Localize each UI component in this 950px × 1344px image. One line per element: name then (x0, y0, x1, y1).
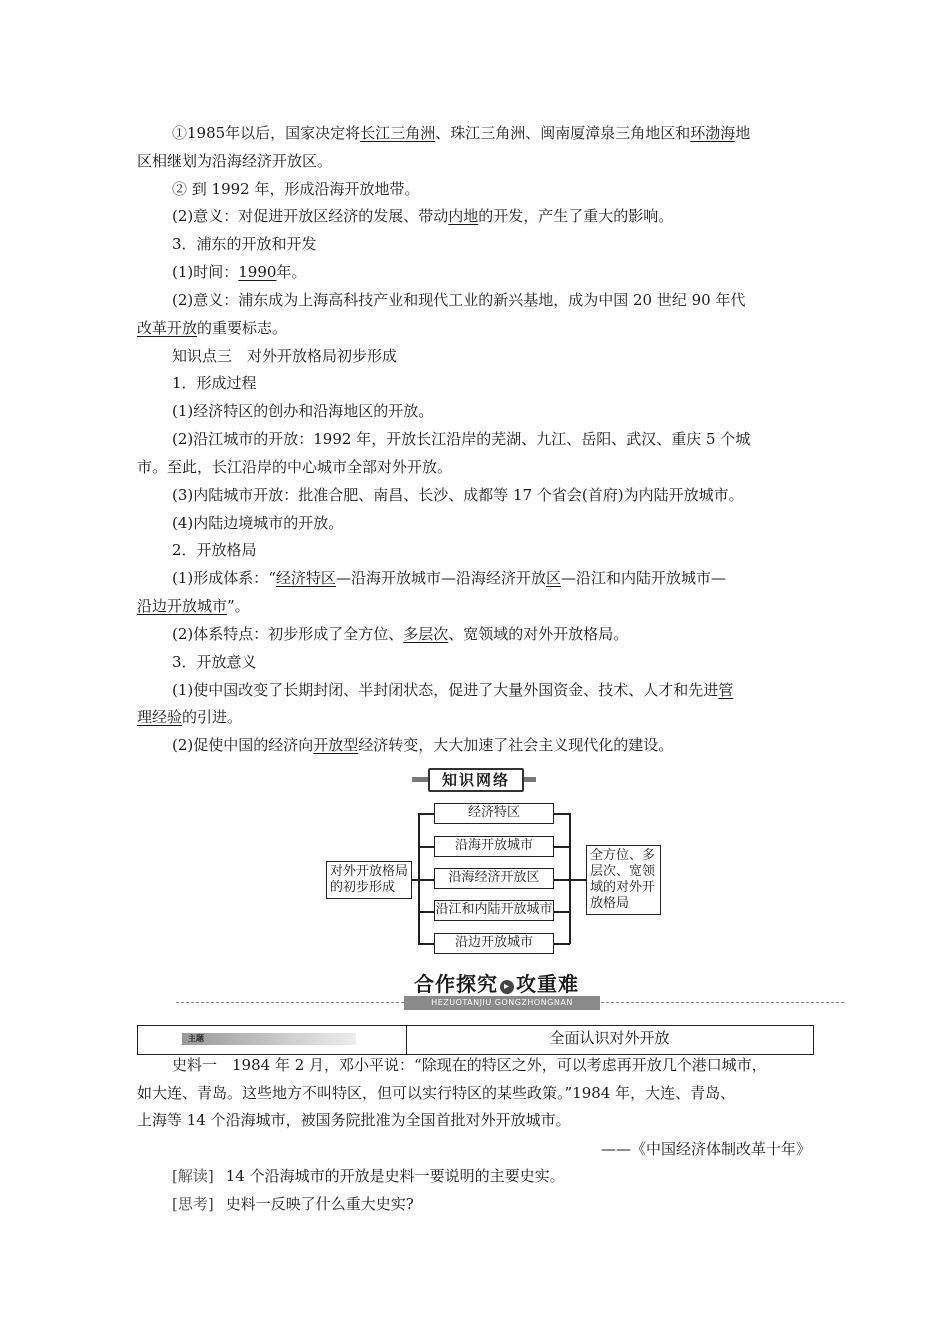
pattern-system-line2: 沿边开放城市”。 (137, 597, 250, 615)
underlined-answer: 多层次 (403, 625, 449, 643)
heading-formation-process: 1．形成过程 (172, 374, 257, 392)
connector (418, 943, 434, 945)
material-1-line2: 如大连、青岛。这些地方不叫特区，但可以实行特区的某些政策。”1984 年，大连、青岛、 (137, 1084, 736, 1102)
underlined-answer: 长江三角洲 (360, 124, 436, 142)
diagram-item-border-cities: 沿边开放城市 (434, 933, 554, 954)
underlined-answer: 沿边开放城市 (137, 597, 228, 615)
paragraph-1985-line2: 区相继划为沿海经济开放区。 (137, 152, 333, 170)
interpretation-line: [解读] 14 个沿海城市的开放是史料一要说明的主要史实。 (172, 1167, 565, 1185)
process-item-2-line1: (2)沿江城市的开放：1992 年，开放长江沿岸的芜湖、九江、岳阳、武汉、重庆 5 个城 (172, 430, 751, 448)
topic-title: 全面认识对外开放 (549, 1029, 670, 1047)
diagram-item-special-economic-zone: 经济特区 (434, 803, 554, 824)
paragraph-1985-line1: ①1985年以后，国家决定将长江三角洲、珠江三角洲、闽南厦漳泉三角地区和环渤海地 (172, 124, 751, 142)
underlined-answer: 内地 (448, 207, 479, 225)
diagram-item-coastal-open-cities: 沿海开放城市 (434, 836, 554, 857)
connector (418, 911, 434, 913)
chevron-right-icon: ▸ (500, 980, 514, 994)
connector (418, 846, 434, 848)
topic-tag: 主题 (182, 1033, 356, 1045)
paragraph-pudong-meaning-line1: (2)意义：浦东成为上海高科技产业和现代工业的新兴基地，成为中国 20 世纪 90 年代 (172, 291, 746, 309)
diagram-root-line1: 对外开放格局 (329, 864, 408, 879)
knowledge-point-3-heading: 知识点三 对外开放格局初步形成 (172, 347, 398, 365)
underlined-answer: 改革开放 (137, 319, 198, 337)
underlined-answer: 区 (545, 569, 561, 587)
topic-label-cell (138, 1026, 407, 1054)
diagram-result-line: 层次、宽领 (590, 864, 656, 879)
diagram-root-box (326, 861, 412, 899)
connector (554, 943, 570, 945)
diagram-item-coastal-economic-zone: 沿海经济开放区 (434, 868, 554, 889)
diagram-root-line2: 的初步形成 (330, 880, 396, 895)
diagram-result-line: 域的对外开 (590, 880, 656, 895)
connector (569, 879, 586, 881)
thinking-line: [思考] 史料一反映了什么重大史实? (172, 1195, 414, 1213)
material-1-line1: 史料一 1984 年 2 月，邓小平说：“除现在的特区之外，可以考虑再开放几个港口城市， (172, 1056, 767, 1074)
paragraph-significance: (2)意义：对促进开放区经济的发展、带动内地的开发，产生了重大的影响。 (172, 207, 674, 225)
paragraph-pudong-time: (1)时间：1990年。 (172, 263, 307, 281)
process-item-4: (4)内陆边境城市的开放。 (172, 514, 344, 532)
meaning-item-1-line2: 理经验的引进。 (137, 708, 243, 726)
process-item-1: (1)经济特区的创办和沿海地区的开放。 (172, 402, 434, 420)
cooperation-title: 合作探究 ▸ 攻重难 (414, 972, 579, 996)
pattern-system-line1: (1)形成体系：“经济特区—沿海开放城市—沿海经济开放区—沿江和内陆开放城市— (172, 569, 726, 587)
meaning-item-2: (2)促使中国的经济向开放型经济转变，大大加速了社会主义现代化的建设。 (172, 736, 674, 754)
diagram-result-line: 放格局 (590, 896, 630, 911)
underlined-answer: 管 (718, 681, 734, 699)
topic-table (137, 1025, 814, 1055)
interpretation-label: [解读] (172, 1167, 214, 1185)
diagram-item-river-inland-cities: 沿江和内陆开放城市 (434, 900, 554, 921)
connector (418, 879, 434, 881)
connector (554, 879, 570, 881)
process-item-3: (3)内陆城市开放：批准合肥、南昌、长沙、成都等 17 个省会(首府)为内陆开放城市。 (172, 486, 744, 504)
underlined-answer: 开放型 (313, 736, 359, 754)
connector (418, 813, 434, 815)
connector (554, 813, 570, 815)
paragraph-pudong-meaning-line2: 改革开放的重要标志。 (137, 319, 288, 337)
connector (554, 846, 570, 848)
pattern-characteristics: (2)体系特点：初步形成了全方位、多层次、宽领域的对外开放格局。 (172, 625, 629, 643)
knowledge-network-title: 知识网络 (428, 768, 524, 792)
diagram-result-line: 全方位、多 (590, 848, 656, 863)
knowledge-network-header (412, 768, 536, 790)
thinking-label: [思考] (172, 1195, 214, 1213)
heading-open-meaning: 3．开放意义 (172, 653, 257, 671)
underlined-answer: 经济特区 (275, 569, 336, 587)
underlined-answer: 1990 (238, 263, 277, 281)
diagram-result-box (586, 845, 661, 915)
cooperation-subtitle: HEZUOTANJIU GONGZHONGNAN (404, 996, 600, 1010)
heading-open-pattern: 2．开放格局 (172, 541, 257, 559)
paragraph-1992: ② 到 1992 年，形成沿海开放地带。 (172, 180, 420, 198)
underlined-answer: 环渤海 (690, 124, 736, 142)
process-item-2-line2: 市。至此，长江沿岸的中心城市全部对外开放。 (137, 458, 453, 476)
meaning-item-1-line1: (1)使中国改变了长期封闭、半封闭状态，促进了大量外国资金、技术、人才和先进管 (172, 681, 734, 699)
connector (554, 911, 570, 913)
heading-pudong: 3．浦东的开放和开发 (172, 235, 317, 253)
underlined-answer: 理经验 (137, 708, 183, 726)
material-source: ——《中国经济体制改革十年》 (600, 1140, 811, 1158)
material-1-line3: 上海等 14 个沿海城市，被国务院批准为全国首批对外开放城市。 (137, 1111, 571, 1129)
